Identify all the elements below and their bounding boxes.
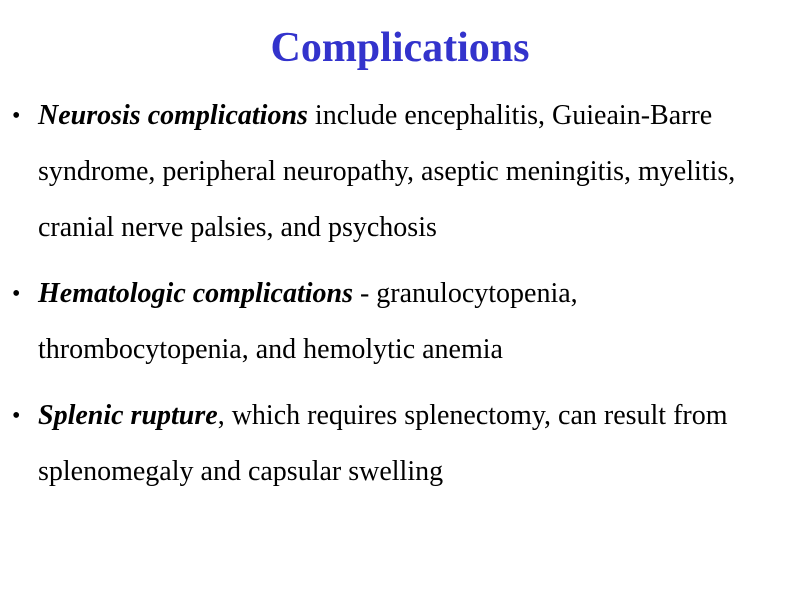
bullet-text: - granulocytopenia, thrombocytopenia, and hemolytic anemia — [38, 278, 578, 365]
bullet-item-splenic — [12, 388, 772, 500]
bullet-icon: • — [12, 281, 21, 307]
bullet-text: , which requires splenectomy, can result from splenomegaly and capsular swelling — [38, 400, 728, 487]
bullet-term: Hematologic complications — [38, 278, 353, 309]
bullet-term: Neurosis complications — [38, 100, 308, 131]
bullet-text: include encephalitis, Guieain-Barre syndrome, peripheral neuropathy, aseptic meningitis, myelitis, cranial nerve palsies, and psychosis — [38, 100, 736, 243]
bullet-icon: • — [12, 103, 21, 129]
slide-title: Complications — [270, 25, 530, 71]
bullet-item-hematologic — [12, 266, 772, 378]
bullet-item-neurosis — [12, 88, 772, 256]
bullet-term: Splenic rupture — [38, 400, 218, 431]
bullet-list — [12, 88, 772, 500]
bullet-icon: • — [12, 403, 21, 429]
